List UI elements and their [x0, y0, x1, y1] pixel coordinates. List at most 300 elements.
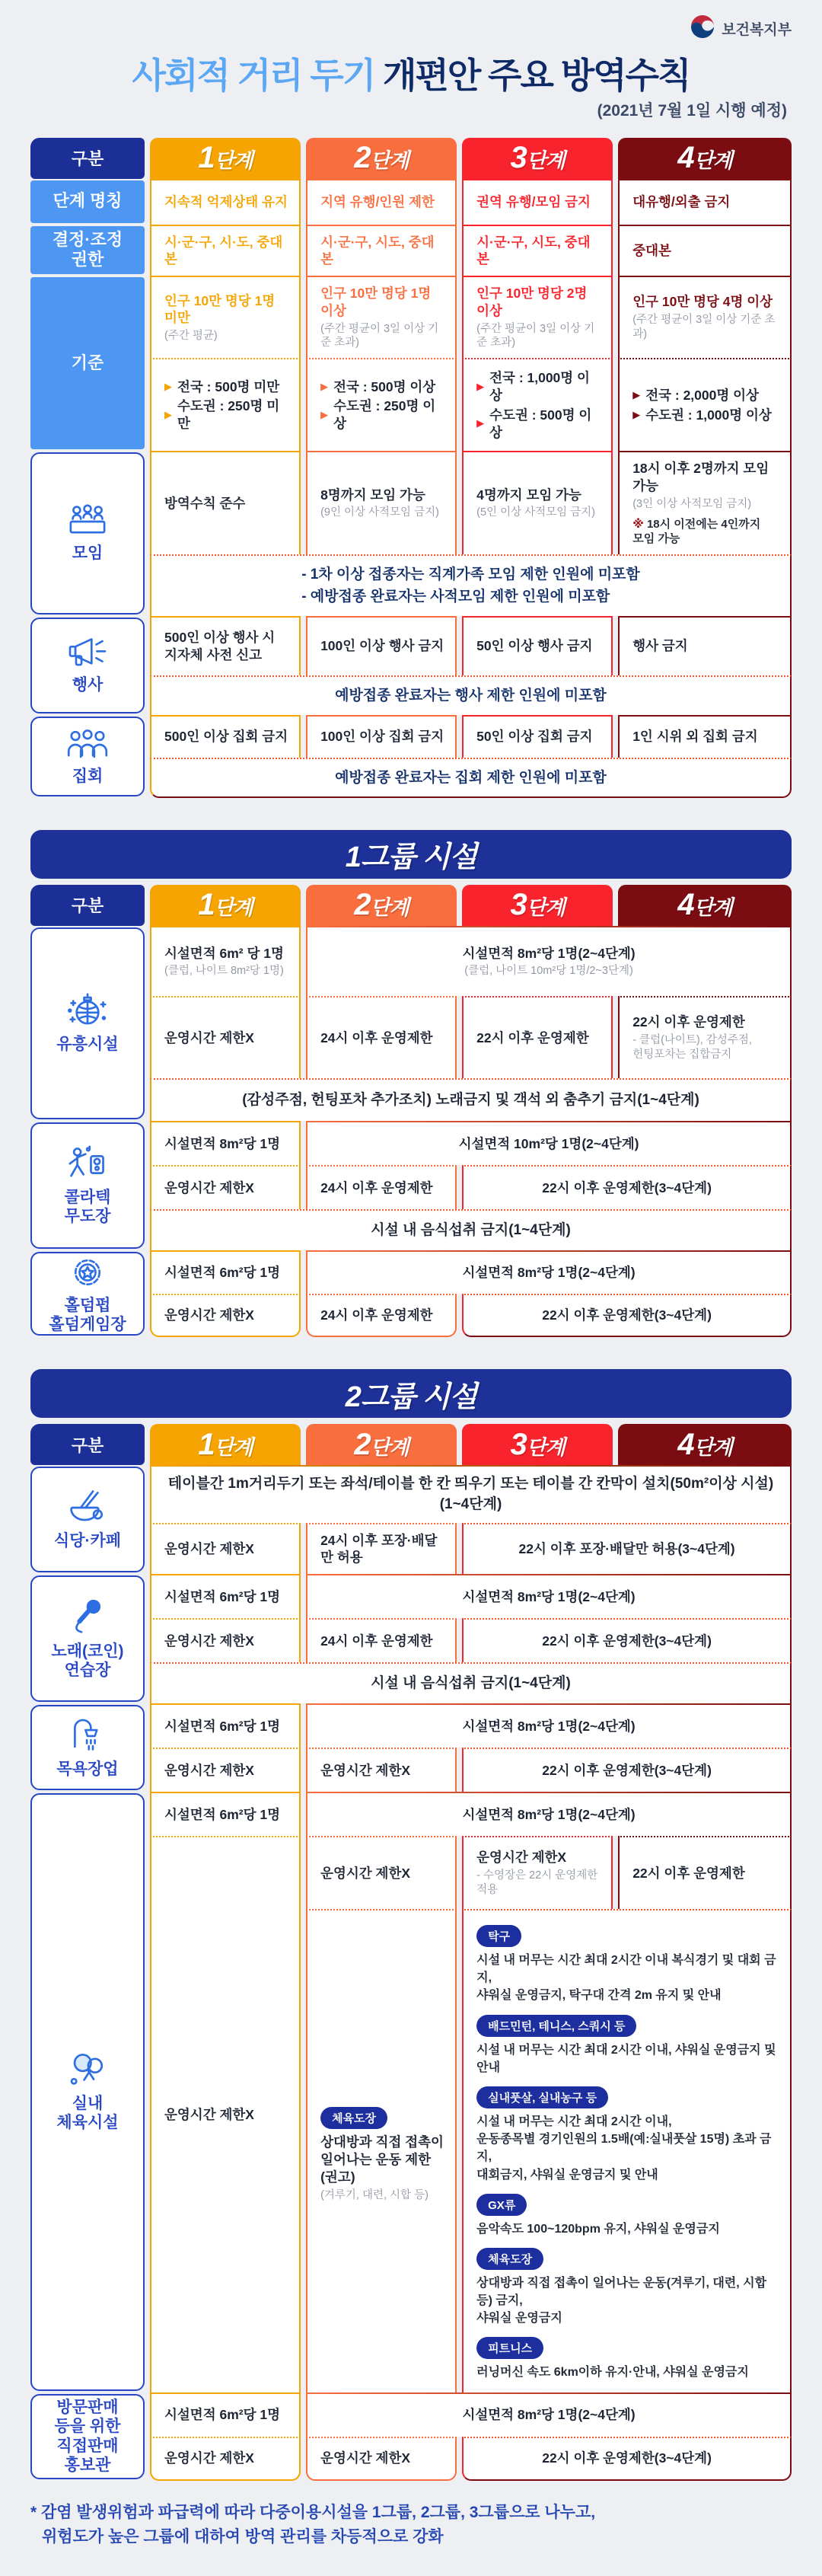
row-label-cell — [30, 1792, 145, 2392]
rule-text: 시설 내 머무는 시간 최대 2시간 이내 복식경기 및 대회 금지, 샤워실 운영금지, 탁구대 간격 2m 유지 및 안내 — [476, 1954, 776, 2003]
rule-text: 음악속도 100~120bpm 유지, 샤워실 운영금지 — [476, 2222, 720, 2236]
stage-header-label: 1 단계 — [198, 141, 253, 175]
cell-line-text: 수도권 : 1,000명 이상 — [645, 407, 772, 423]
row-label — [30, 2394, 145, 2479]
table-cell — [150, 996, 301, 1078]
cell-lines — [320, 728, 444, 745]
crowd-icon — [65, 727, 110, 762]
cell-line: 24시 이후 포장·배달만 허용 — [320, 1532, 438, 1566]
table-cell — [618, 715, 792, 758]
stage-header-label: 1 단계 — [198, 1427, 253, 1461]
cell-line: 인구 10만 명당 4명 이상 — [632, 294, 773, 310]
row-label-cell — [30, 1465, 145, 1574]
table-cell — [462, 1836, 613, 1909]
stage-header-2 — [306, 138, 457, 179]
cell-lines — [476, 1029, 589, 1047]
title-dark: 개편안 주요 방역수칙 — [382, 56, 690, 95]
cell-lines — [320, 376, 444, 435]
arrow-bullet-icon: ▶ — [476, 380, 485, 392]
table-cell — [150, 1165, 301, 1209]
cell-line: (주간 평균이 3일 이상 기준 초과) — [320, 322, 439, 350]
row-label-text: 목욕장업 — [56, 1760, 119, 1779]
category-badge: 탁구 — [476, 1925, 521, 1947]
table-cell — [150, 1078, 792, 1121]
table-header-row — [30, 138, 792, 179]
row-label-cell — [30, 179, 145, 225]
table-cell — [306, 715, 457, 758]
table-cell — [618, 225, 792, 276]
table-cell — [618, 616, 792, 675]
arrow-bullet-icon: ▶ — [476, 417, 485, 429]
cell-lines — [164, 495, 245, 512]
cell-lines — [320, 193, 435, 211]
table-cell — [462, 1618, 792, 1662]
table-cell — [306, 1294, 457, 1337]
cell-line: 시·군·구, 시도, 중대본 — [320, 234, 435, 267]
table-cell — [306, 1836, 457, 1909]
row-label-text: 결정·조정 권한 — [52, 229, 123, 270]
table-cell — [150, 2392, 301, 2437]
cell-lines — [164, 945, 284, 979]
group2-banner: 2그룹 시설 — [30, 1369, 792, 1418]
cell-line: 시설면적 8m²당 1명(2~4단계) — [462, 945, 636, 961]
cell-line: 운영시간 제한X — [164, 1179, 254, 1195]
row-label — [30, 1252, 145, 1336]
cell-line: 운영시간 제한X — [164, 1762, 254, 1778]
stage-header-4 — [618, 1424, 792, 1465]
category-badge: 피트니스 — [476, 2337, 543, 2359]
shower-icon — [66, 1716, 109, 1755]
row-label-text: 기준 — [71, 353, 104, 372]
table-cell — [306, 1618, 457, 1662]
stage-header-4 — [618, 885, 792, 926]
cell-line-text: 전국 : 1,000명 이상 — [489, 370, 590, 404]
arrow-bullet-icon: ▶ — [164, 380, 172, 392]
cell-lines — [459, 1135, 639, 1153]
row-label — [30, 1575, 145, 1702]
cell-lines — [164, 2450, 254, 2467]
cell-line: 100인 이상 행사 금지 — [320, 638, 444, 654]
cell-line — [320, 378, 444, 396]
cell-line: 운영시간 제한X — [320, 1762, 411, 1778]
cell-lines — [164, 1588, 280, 1606]
cell-lines — [164, 1029, 254, 1047]
row-group — [30, 225, 792, 276]
row-label — [30, 717, 145, 796]
table-cell — [150, 1748, 301, 1792]
meeting-icon — [65, 504, 110, 539]
cell-lines — [632, 1013, 752, 1061]
stage-header-4 — [618, 138, 792, 179]
corner-cell: 구분 — [30, 885, 145, 926]
cell-lines — [320, 2134, 444, 2202]
cell-lines — [164, 292, 288, 343]
stage-header-label: 4 단계 — [677, 888, 732, 922]
table-cell — [150, 225, 301, 276]
cell-line — [476, 369, 601, 404]
table-cell — [462, 451, 613, 554]
cell-line: - 수영장은 22시 운영제한 적용 — [476, 1869, 598, 1896]
cell-lines — [164, 2106, 254, 2124]
cell-lines — [162, 1474, 779, 1515]
table-cell — [306, 179, 457, 225]
row-group — [30, 1250, 792, 1337]
dancer-icon — [65, 1145, 110, 1183]
main-rules-table — [30, 138, 792, 798]
row-label — [30, 277, 145, 449]
cell-line: 인구 10만 명당 2명 이상 — [476, 286, 588, 318]
row-label-cell — [30, 926, 145, 1121]
table-cell — [462, 1748, 792, 1792]
table-cell — [150, 1121, 301, 1165]
cell-line: 22시 이후 운영제한(3~4단계) — [542, 1633, 712, 1649]
table-cell — [618, 996, 792, 1078]
table-group2-facilities — [30, 1424, 792, 2480]
cell-line: 시설면적 6m² 당 1명 — [164, 945, 284, 961]
mic-icon — [66, 1598, 109, 1637]
category-badge: 실내풋살, 실내농구 등 — [476, 2086, 608, 2108]
rule-text: 상대방과 직접 접촉이 일어나는 운동(겨루기, 대련, 시합 등) 금지, 샤워실 운영금지 — [476, 2276, 767, 2325]
page-header — [30, 11, 792, 121]
cell-line: 22시 이후 운영제한 — [476, 1029, 589, 1045]
cell-line: 운영시간 제한X — [476, 1850, 567, 1866]
category-badge: 체육도장 — [476, 2248, 543, 2270]
cell-lines — [320, 1307, 433, 1324]
cell-lines — [320, 487, 439, 521]
table-cell — [462, 1523, 792, 1575]
row-label-text: 행사 — [72, 675, 104, 694]
cell-line: 인구 10만 명당 1명 미만 — [164, 292, 276, 326]
stage-header-2 — [306, 1424, 457, 1465]
table-cell — [150, 1294, 301, 1337]
table-cell — [462, 616, 613, 675]
table-cell — [306, 1165, 457, 1209]
cell-lines — [164, 193, 288, 211]
row-group — [30, 179, 792, 225]
cell-line: (감성주점, 헌팅포차 추가조치) 노래금지 및 객석 외 춤추기 금지(1~4단계) — [242, 1091, 699, 1108]
table-cell — [618, 179, 792, 225]
row-label — [30, 927, 145, 1119]
stage-header-1 — [150, 885, 301, 926]
cell-line: 1인 시위 외 집회 금지 — [632, 729, 758, 745]
table-cell — [306, 1121, 792, 1165]
table-cell — [306, 1748, 457, 1792]
stage-header-1 — [150, 1424, 301, 1465]
table-cell — [150, 1703, 301, 1748]
cell-line-text: 전국 : 500명 미만 — [177, 378, 280, 394]
row-label-text: 식당·카페 — [53, 1532, 122, 1550]
table-cell — [462, 2437, 792, 2481]
cell-line — [632, 407, 772, 424]
stage-header-label: 1 단계 — [198, 888, 253, 922]
table-cell — [306, 616, 457, 675]
row-label — [30, 452, 145, 614]
table-cell — [462, 179, 613, 225]
row-label — [30, 226, 145, 275]
group2-table-section — [30, 1424, 792, 2480]
cell-lines — [462, 1718, 635, 1735]
cell-lines — [632, 193, 730, 211]
cell-line — [632, 387, 772, 404]
table-cell — [306, 276, 457, 358]
cell-line: 시설면적 10m²당 1명(2~4단계) — [458, 1135, 639, 1151]
cell-lines — [476, 487, 595, 521]
stage-header-3 — [462, 885, 613, 926]
footnote-line2: 위험도가 높은 그룹에 대하여 방역 관리를 차등적으로 강화 — [42, 2528, 444, 2546]
cell-lines — [632, 728, 757, 745]
table-cell — [150, 358, 301, 451]
cell-line: 22시 이후 포장·배달만 허용(3~4단계) — [518, 1540, 735, 1556]
cell-lines — [320, 285, 444, 350]
table-cell — [150, 1574, 301, 1618]
cell-line: 22시 이후 운영제한(3~4단계) — [542, 2450, 712, 2466]
table-cell — [150, 451, 301, 554]
row-group — [30, 276, 792, 451]
cell-line: 행사 금지 — [632, 638, 688, 654]
table-cell — [306, 1574, 792, 1618]
cell-lines — [164, 1179, 254, 1197]
cell-lines — [632, 637, 687, 655]
table-cell — [306, 451, 457, 554]
stage-header-label: 4 단계 — [677, 141, 732, 175]
cell-line: 시설면적 8m²당 1명(2~4단계) — [462, 2407, 636, 2423]
row-label — [30, 1793, 145, 2391]
footnote — [30, 2501, 792, 2550]
stage-header-label: 3 단계 — [510, 1427, 565, 1461]
cell-lines — [320, 1532, 444, 1567]
cell-line: (주간 평균이 3일 이상 기준 초과) — [632, 314, 776, 341]
row-label — [30, 618, 145, 713]
table-cell — [618, 1836, 792, 1909]
cell-line: 지역 유행/인원 제한 — [320, 194, 435, 210]
cell-lines — [542, 1633, 712, 1650]
row-label-text: 단계 명칭 — [53, 191, 123, 211]
cell-line: (주간 평균) — [164, 330, 218, 343]
table-cell — [462, 1165, 792, 1209]
row-label-text: 유흥시설 — [56, 1036, 119, 1054]
row-label-cell — [30, 1703, 145, 1792]
cell-lines — [476, 1849, 601, 1897]
category-badge: GX류 — [476, 2194, 527, 2216]
stage-header-label: 2 단계 — [354, 888, 409, 922]
stage-header-2 — [306, 885, 457, 926]
cell-line: 50인 이상 행사 금지 — [476, 638, 593, 654]
cell-lines — [632, 242, 671, 260]
cell-lines — [320, 1179, 433, 1197]
cell-line: 시설 내 음식섭취 금지(1~4단계) — [371, 1221, 571, 1238]
table-cell — [150, 1618, 301, 1662]
cell-line: 운영시간 제한X — [164, 1307, 254, 1323]
cell-lines — [476, 367, 601, 443]
cell-lines — [632, 1865, 745, 1882]
table-cell — [306, 996, 457, 1078]
rule-text: 시설 내 머무는 시간 최대 2시간 이내, 샤워실 운영금지 및 안내 — [476, 2043, 776, 2074]
cell-line: 시설면적 8m²당 1명 — [164, 1135, 281, 1151]
cell-line: - 1차 이상 접종자는 직계가족 모임 제한 인원에 미포함 — [301, 566, 640, 583]
cell-lines — [164, 2406, 280, 2424]
cell-line: 시설면적 6m²당 1명 — [164, 1265, 281, 1281]
cell-lines — [335, 767, 607, 789]
table-cell — [150, 1209, 792, 1250]
row-label-cell — [30, 1250, 145, 1337]
table-header-row — [30, 1424, 792, 1465]
cell-line-text: 수도권 : 250명 이상 — [333, 398, 436, 432]
table-cell — [306, 358, 457, 451]
table-cell — [306, 1523, 457, 1575]
cell-lines — [371, 1221, 571, 1241]
row-label-text: 홀덤펍 홀덤게임장 — [49, 1296, 126, 1334]
cell-line: (겨루기, 대련, 시합 등) — [320, 2188, 429, 2201]
cell-lines — [164, 629, 275, 664]
cell-lines — [164, 376, 288, 435]
cell-line: 테이블간 1m거리두기 또는 좌석/테이블 한 칸 띄우기 또는 테이블 간 칸막이 설치(50m²이상 시설) (1~4단계) — [167, 1476, 774, 1512]
arrow-bullet-icon: ▶ — [320, 380, 329, 392]
cell-lines — [164, 1135, 280, 1153]
cell-line — [164, 378, 288, 396]
cell-lines — [301, 563, 640, 608]
table-cell — [462, 276, 613, 358]
cell-lines — [542, 1762, 712, 1780]
cell-line: 22시 이후 운영제한(3~4단계) — [542, 1762, 712, 1778]
cell-line: 운영시간 제한X — [164, 1633, 254, 1649]
cell-line: 8명까지 모임 가능 — [320, 487, 425, 503]
cell-line-text: 전국 : 500명 이상 — [333, 378, 436, 394]
cell-lines — [320, 234, 444, 269]
cell-lines — [476, 234, 601, 269]
cell-line-text: 수도권 : 500명 이상 — [489, 407, 592, 440]
table-cell — [150, 1836, 301, 2392]
table-cell — [618, 276, 792, 358]
row-label-text: 집회 — [72, 767, 104, 785]
megaphone-icon — [65, 636, 110, 671]
cell-line: 500인 이상 집회 금지 — [164, 729, 288, 745]
table-cell — [462, 996, 613, 1078]
row-group — [30, 2392, 792, 2481]
row-label — [30, 1705, 145, 1790]
row-group — [30, 715, 792, 798]
stage-header-3 — [462, 138, 613, 179]
cell-line: 24시 이후 운영제한 — [320, 1029, 433, 1045]
cell-line: 시설면적 8m²당 1명(2~4단계) — [462, 1588, 636, 1604]
mohw-logo-icon — [690, 14, 715, 43]
cell-line — [320, 397, 444, 433]
cell-lines — [542, 1179, 712, 1197]
cell-lines — [462, 1806, 635, 1824]
footnote-line1: * 감염 발생위험과 파급력에 따라 다중이용시설을 1그룹, 2그룹, 3그룹으로 나누고, — [30, 2503, 596, 2521]
row-label-text: 방문판매 등을 위한 직접판매 홍보관 — [54, 2399, 121, 2474]
row-group — [30, 1574, 792, 1703]
table-basic-rules — [30, 138, 792, 798]
cell-lines — [632, 293, 779, 341]
cell-lines — [320, 1762, 410, 1780]
table-cell — [618, 451, 792, 554]
cell-lines — [462, 2406, 635, 2424]
cell-line: 운영시간 제한X — [164, 2450, 254, 2466]
cell-lines — [164, 1806, 280, 1824]
cell-line: 500인 이상 행사 시 지자체 사전 신고 — [164, 629, 276, 662]
cell-line: 예방접종 완료자는 집회 제한 인원에 미포함 — [335, 769, 607, 786]
arrow-bullet-icon: ▶ — [632, 408, 641, 420]
cell-lines — [164, 1633, 254, 1650]
cell-line: 운영시간 제한X — [164, 1540, 254, 1556]
logo-text: 보건복지부 — [722, 21, 792, 38]
cell-lines — [164, 1762, 254, 1780]
row-label-cell — [30, 276, 145, 451]
table-cell — [462, 1294, 792, 1337]
cell-lines — [542, 1307, 712, 1324]
table-cell — [306, 1909, 457, 2392]
table-cell — [150, 2437, 301, 2481]
row-label-cell — [30, 451, 145, 615]
table-cell — [150, 179, 301, 225]
stage-header-1 — [150, 138, 301, 179]
cell-line: 4명까지 모임 가능 — [476, 487, 581, 503]
row-group — [30, 1703, 792, 1792]
row-group — [30, 926, 792, 1121]
cell-line: 권역 유행/모임 금지 — [476, 194, 591, 210]
table-cell — [150, 1792, 301, 1836]
table-cell — [306, 2437, 457, 2481]
stage-header-label: 3 단계 — [510, 888, 565, 922]
arrow-bullet-icon: ▶ — [632, 388, 641, 401]
table-cell — [150, 554, 792, 616]
row-group — [30, 1792, 792, 2392]
cell-lines — [164, 728, 288, 745]
table-cell — [306, 926, 792, 996]
stage-header-label: 2 단계 — [354, 1427, 409, 1461]
row-group — [30, 451, 792, 615]
group1-banner: 1그룹 시설 — [30, 830, 792, 879]
rule-text: 러닝머신 속도 6km이하 유지·안내, 샤워실 운영금지 — [476, 2366, 749, 2380]
row-label — [30, 1122, 145, 1249]
cell-lines — [462, 945, 635, 979]
arrow-bullet-icon: ▶ — [164, 408, 172, 420]
cell-lines — [632, 460, 779, 546]
table-cell — [150, 1250, 301, 1294]
chip-icon — [66, 1253, 109, 1291]
cell-line: 인구 10만 명당 1명 이상 — [320, 286, 432, 318]
cell-line: 22시 이후 운영제한(3~4단계) — [542, 1307, 712, 1323]
cell-line: 시설 내 음식섭취 금지(1~4단계) — [371, 1674, 571, 1691]
row-label — [30, 1467, 145, 1572]
cell-line: (클럽, 나이트 8m²당 1명) — [164, 965, 284, 978]
cell-lines — [519, 1540, 735, 1558]
pingpong-icon — [65, 2051, 110, 2089]
table-cell — [306, 1703, 792, 1748]
stage-header-label: 4 단계 — [677, 1427, 732, 1461]
group1-table-section — [30, 885, 792, 1337]
cell-line: 상대방과 직접 접촉이 일어나는 운동 제한(권고) — [320, 2134, 444, 2185]
cell-line: 방역수칙 준수 — [164, 495, 246, 511]
arrow-bullet-icon: ▶ — [320, 408, 329, 420]
row-group — [30, 616, 792, 715]
cell-line: 대유행/외출 금지 — [632, 194, 731, 210]
row-label-cell — [30, 715, 145, 798]
cell-lines — [164, 1307, 254, 1324]
row-label-text: 콜라텍 무도장 — [64, 1188, 111, 1225]
restaurant-icon — [65, 1489, 110, 1527]
table-cell — [150, 276, 301, 358]
cell-lines — [164, 1540, 254, 1558]
table-cell — [150, 758, 792, 798]
corner-cell: 구분 — [30, 1424, 145, 1465]
row-label-cell — [30, 225, 145, 276]
cell-lines — [164, 234, 288, 269]
table-cell — [462, 715, 613, 758]
cell-line: (주간 평균이 3일 이상 기준 초과) — [476, 322, 595, 350]
table-cell — [462, 1909, 792, 2392]
cell-line: (9인 이상 사적모임 금지) — [320, 506, 439, 519]
